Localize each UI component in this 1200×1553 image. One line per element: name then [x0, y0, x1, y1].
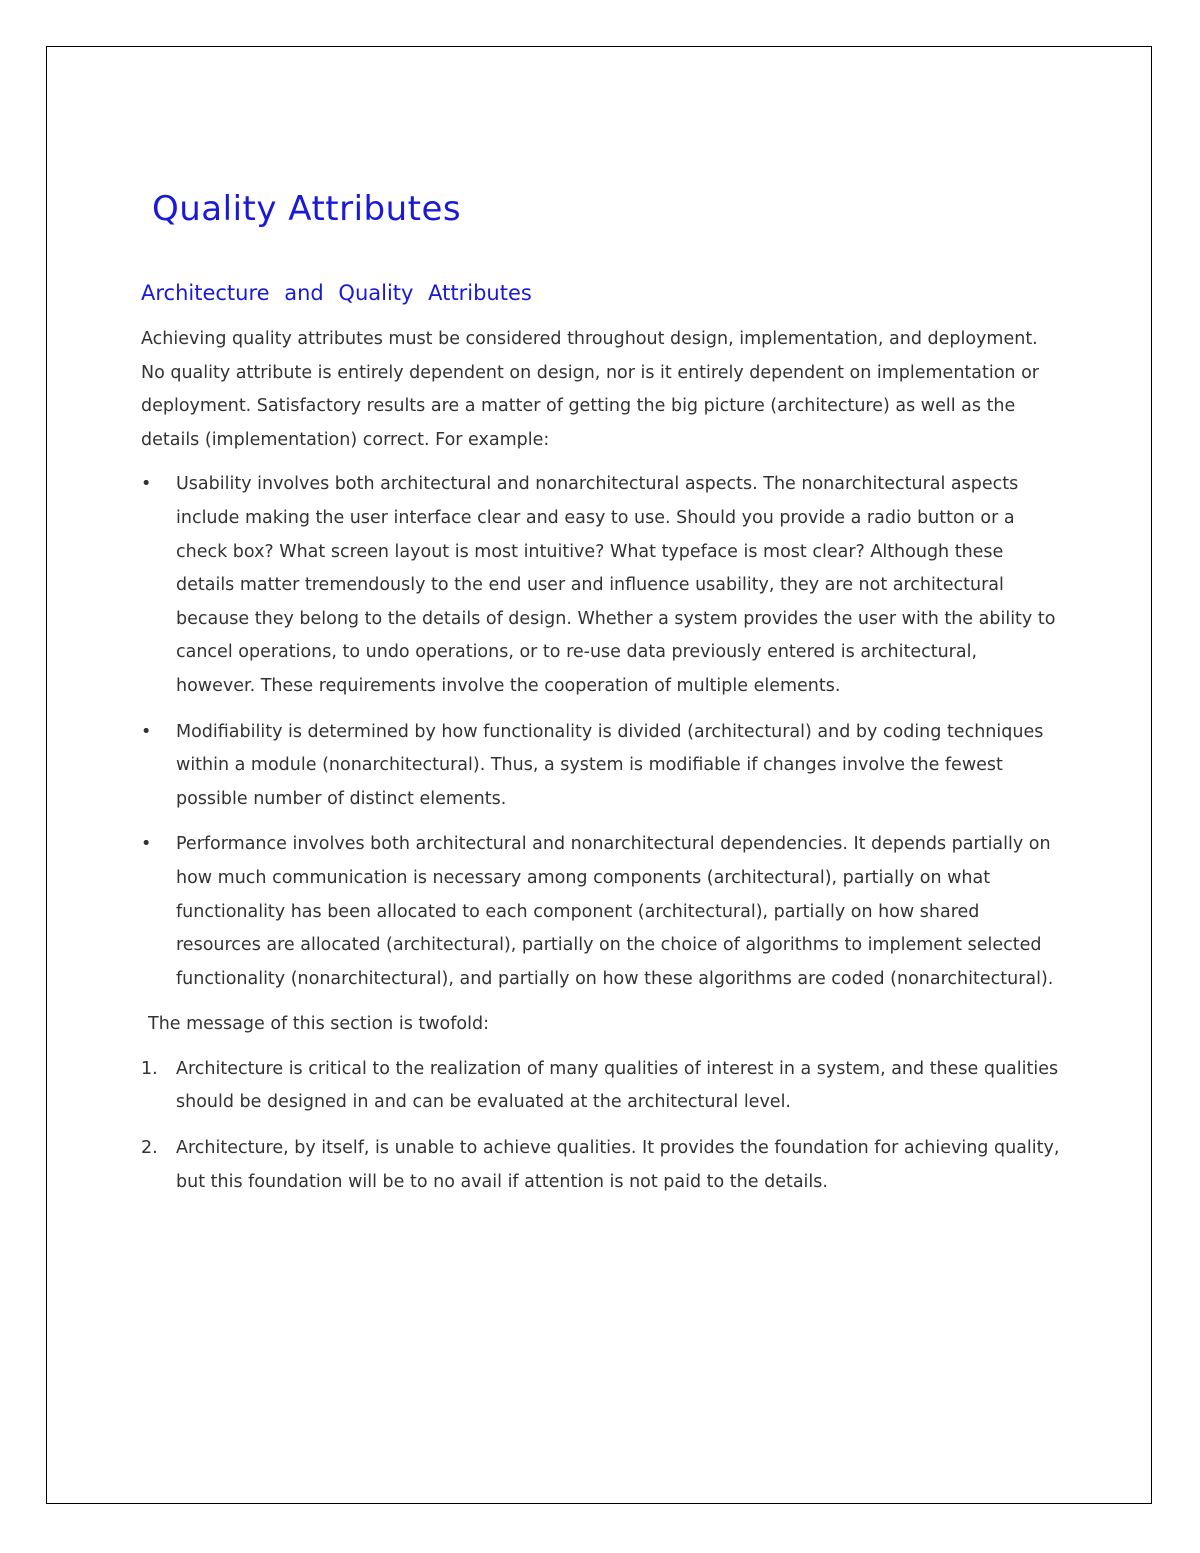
bullet-icon: • [141, 834, 152, 855]
document-title: Quality Attributes [152, 189, 462, 229]
item-text: Architecture is critical to the realization of many qualities of interest in a system, and these qualities should be designed in and can be evaluated at the architectural level. [176, 1058, 1059, 1113]
bullet-item-modifiability [141, 716, 1061, 817]
numbered-item [141, 1132, 1061, 1199]
section-heading: Architecture and Quality Attributes [141, 281, 532, 305]
bullet-text: Modifiability is determined by how functionality is divided (architectural) and by coding techniques within a module (nonarchitectural). Thus, a system is modifiable if changes involve the fewest possible number of distinct elements. [176, 721, 1044, 809]
intro-paragraph: Achieving quality attributes must be considered throughout design, implementation, and deployment. No quality attribute is entirely dependent on design, nor is it entirely dependent on implementation or deployment. Satisfactory results are a matter of getting the big picture (architecture) as well as the details (implementation) correct. For example: [141, 329, 1039, 450]
bullet-item-usability [141, 468, 1061, 703]
bullet-text: Performance involves both architectural and nonarchitectural dependencies. It depends partially on how much communication is necessary among components (architectural), partially on what functionality has been allocated to each component (architectural), partially on how shared resources are allocated (architectural), partially on the choice of algorithms to implement selected functionality (nonarchitectural), and partially on how these algorithms are coded (nonarchitectural). [176, 834, 1054, 989]
document-content [141, 186, 1061, 1211]
item-text: Architecture, by itself, is unable to achieve qualities. It provides the foundation for achieving quality, but this foundation will be to no avail if attention is not paid to the details. [176, 1138, 1060, 1192]
bullet-item-performance [141, 828, 1061, 996]
message-intro: The message of this section is twofold: [148, 1014, 489, 1035]
bullet-icon: • [141, 474, 152, 495]
bullet-icon: • [141, 721, 152, 742]
item-number: 2. [141, 1138, 158, 1159]
numbered-list [141, 1053, 1061, 1199]
bullet-text: Usability involves both architectural and nonarchitectural aspects. The nonarchitectural aspects include making the user interface clear and easy to use. Should you provide a radio button or a check box? What screen layout is most intuitive? What typeface is most clear? Although these details matter tremendously to the end user and influence usability, they are not architectural because they belong to the details of design. Whether a system provides the user with the ability to cancel operations, to undo operations, or to re-use data previously entered is architectural, however. These requirements involve the cooperation of multiple elements. [176, 474, 1056, 696]
bullet-list [141, 468, 1061, 996]
numbered-item [141, 1053, 1061, 1120]
item-number: 1. [141, 1058, 158, 1079]
